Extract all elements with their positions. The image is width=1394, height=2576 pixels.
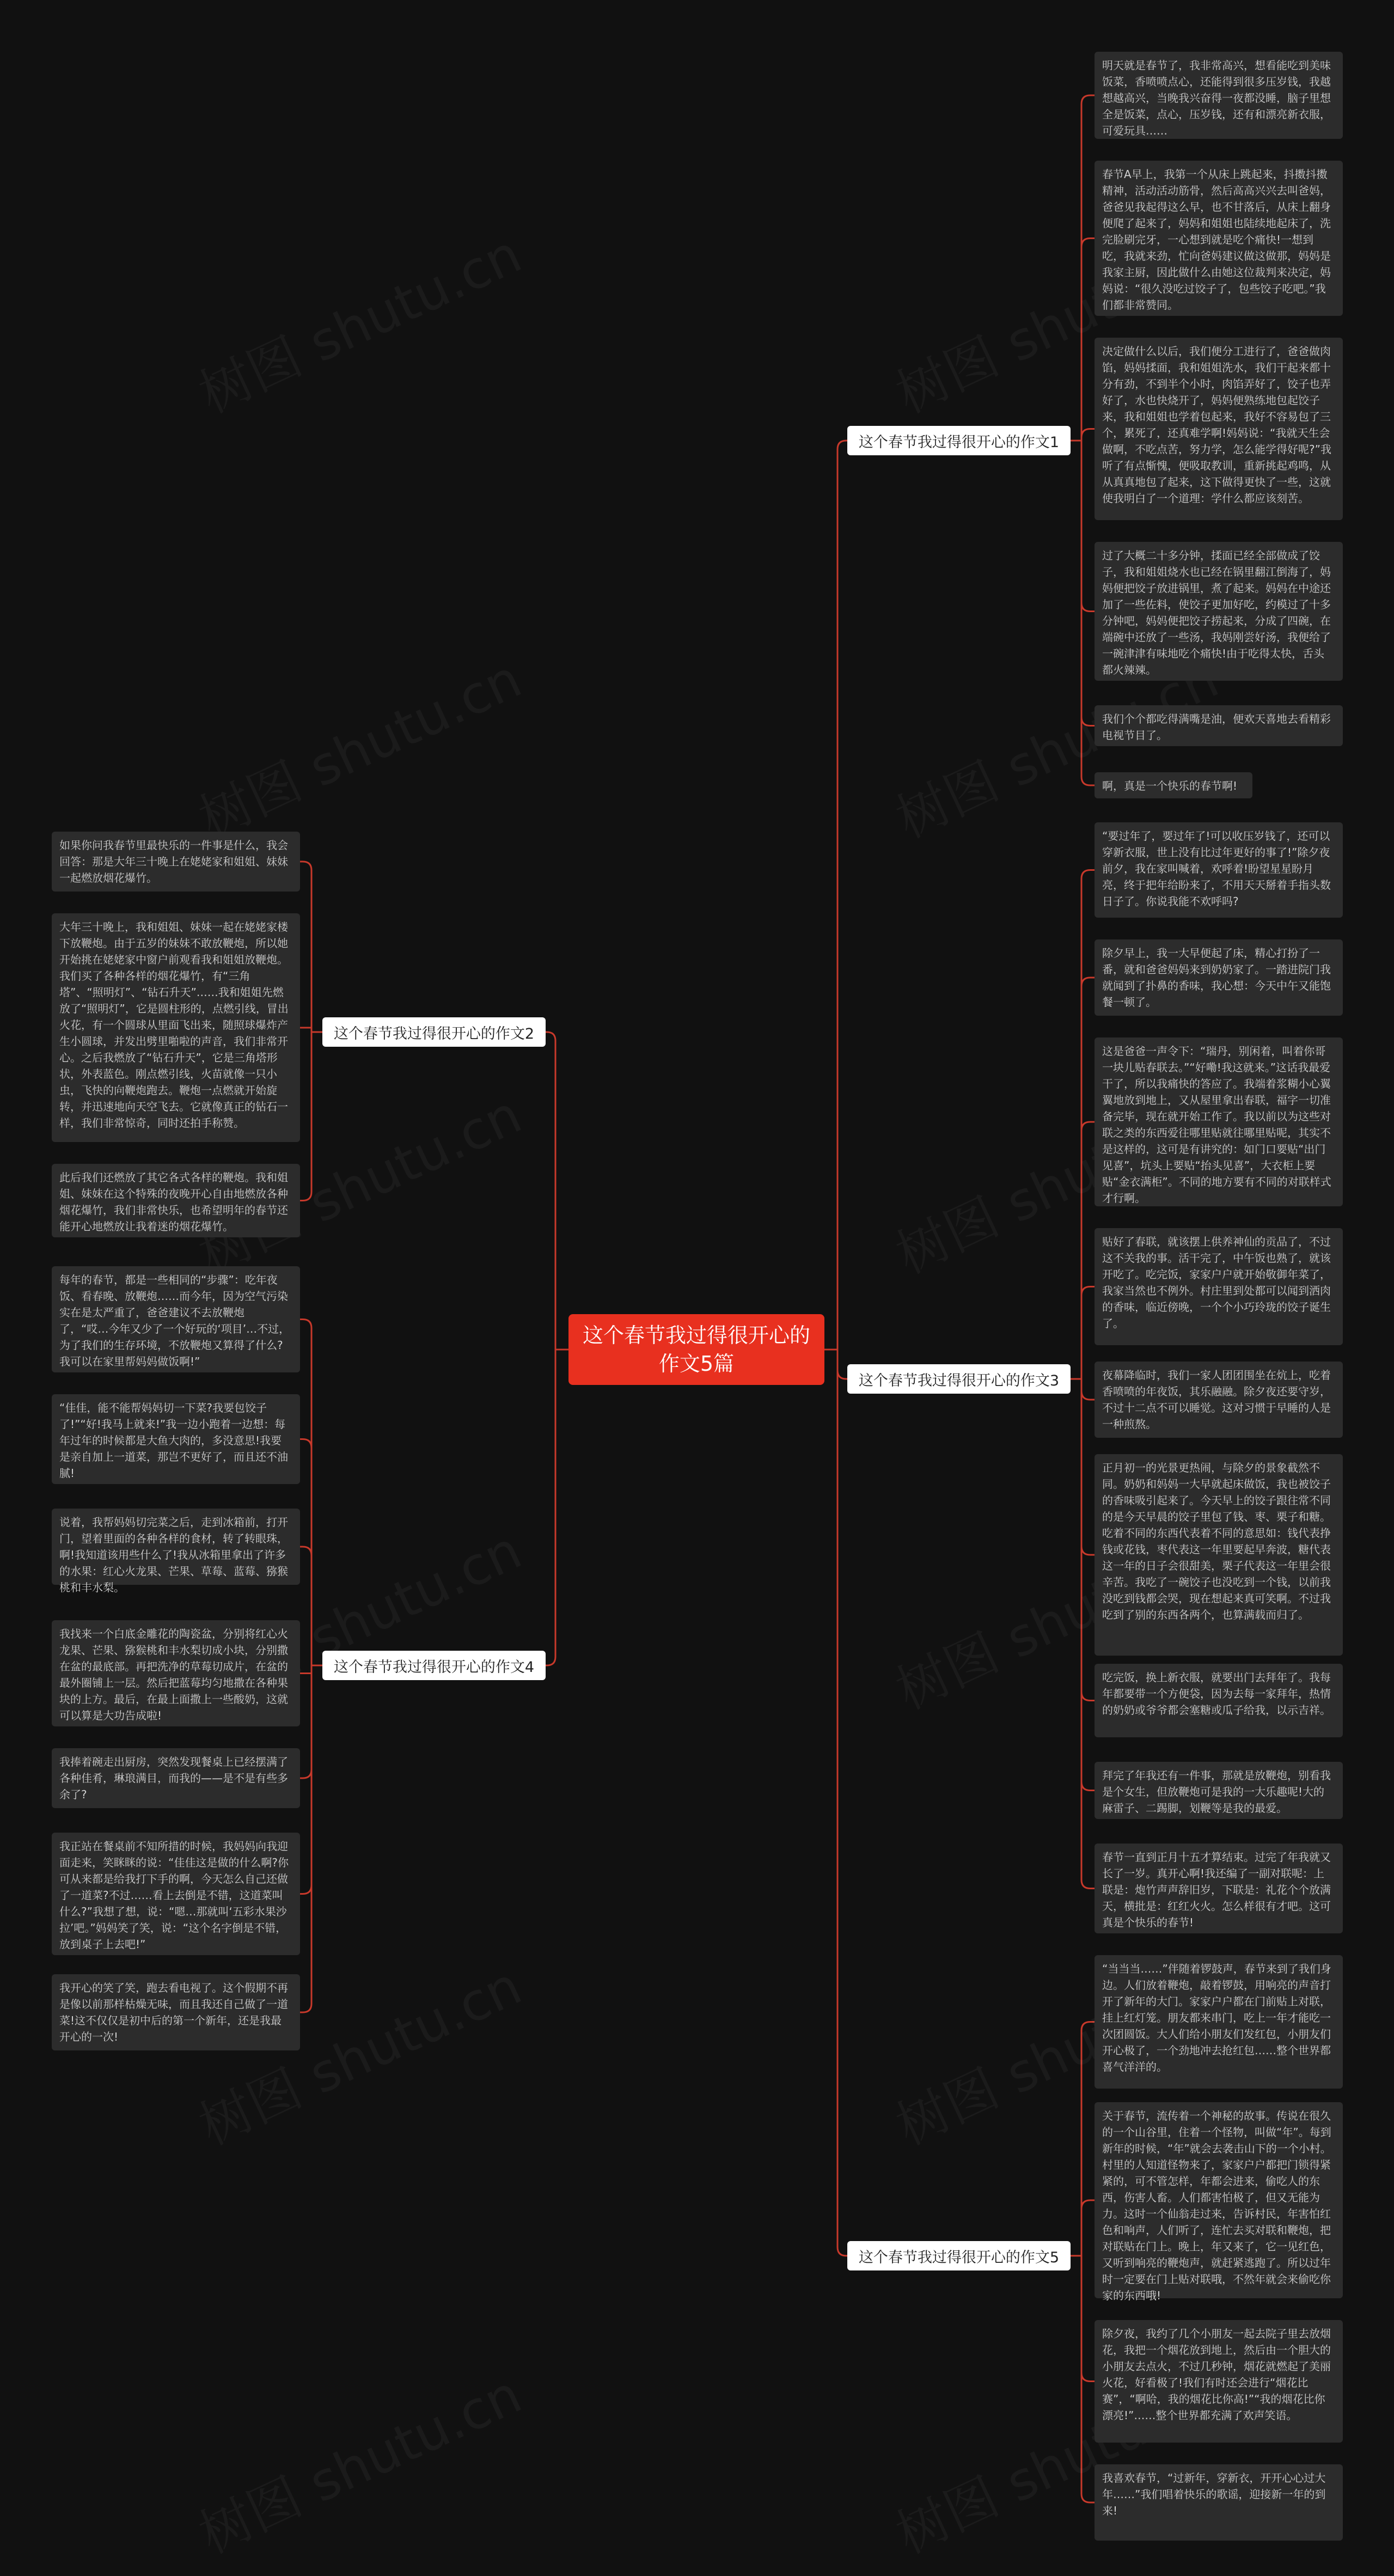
branch-label: 这个春节我过得很开心的作文2 xyxy=(333,1025,535,1042)
branch-label: 这个春节我过得很开心的作文5 xyxy=(858,2249,1060,2266)
branch-label: 这个春节我过得很开心的作文1 xyxy=(858,434,1060,451)
branch-essay-5[interactable] xyxy=(847,2241,1071,2270)
leaf-paragraph: 决定做什么以后，我们便分工进行了，爸爸做肉馅，妈妈揉面，我和姐姐洗水，我们干起来都十分有劲，不到半个小时，肉馅弄好了，饺子也弄好了，水也快烧开了，妈妈便熟练地包起饺子来，我和姐姐也学着包起来，我好不容易包了三个，累死了，还真难学啊!妈妈说：“我就天生会做啊，不吃点苦，努力学，怎么能学得好呢?”我听了有点惭愧，便吸取教训，重新挑起鸡鸣，从从真真地包了起来，这下做得更快了一些，这就使我明白了一个道理：学什么都应该刻苦。 xyxy=(1095,338,1343,520)
leaf-link xyxy=(300,862,322,1032)
root-link xyxy=(824,1350,847,1379)
leaf-paragraph: 啊，真是一个快乐的春节啊! xyxy=(1095,772,1252,798)
leaf-paragraph: 我开心的笑了笑，跑去看电视了。这个假期不再是像以前那样枯燥无味，而且我还自己做了一道菜!这不仅仅是初中后的第一个新年，还是我最开心的一次! xyxy=(52,1974,300,2050)
leaf-paragraph: 每年的春节，都是一些相同的“步骤”：吃年夜饭、看春晚、放鞭炮……而今年，因为空气污染实在是太严重了，爸爸建议不去放鞭炮了，“哎…今年又少了一个好玩的‘项目’…不过，为了我们的生存环境，不放鞭炮又算得了什么?我可以在家里帮妈妈做饭啊!” xyxy=(52,1266,300,1372)
leaf-link xyxy=(1071,978,1095,1379)
leaf-paragraph: 明天就是春节了，我非常高兴，想看能吃到美味饭菜，香喷喷点心，还能得到很多压岁钱，我越想越高兴，当晚我兴奋得一夜都没睡，脑子里想全是饭菜，点心，压岁钱，还有和漂亮新衣服，可爱玩具…… xyxy=(1095,52,1343,139)
leaf-paragraph: 拜完了年我还有一件事，那就是放鞭炮，别看我是个女生，但放鞭炮可是我的一大乐趣呢!大的麻雷子、二踢脚，划鞭等是我的最爱。 xyxy=(1095,1762,1343,1819)
leaf-link xyxy=(1071,441,1095,726)
branch-label: 这个春节我过得很开心的作文3 xyxy=(858,1372,1060,1389)
root-topic[interactable] xyxy=(568,1314,824,1385)
root-link xyxy=(824,1350,847,2256)
leaf-paragraph: 过了大概二十多分钟，揉面已经全部做成了饺子，我和姐姐烧水也已经在锅里翻江倒海了，妈妈便把饺子放进锅里，煮了起来。妈妈在中途还加了一些佐料，使饺子更加好吃，约模过了十多分钟吧，妈妈便把饺子捞起来，分成了四碗，在端碗中还放了一些汤，我妈刚尝好汤，我便给了一碗津津有味地吃个痛快!由于吃得太快，舌头都火辣辣。 xyxy=(1095,542,1343,681)
leaf-paragraph: “当当当……”伴随着锣鼓声，春节来到了我们身边。人们放着鞭炮，敲着锣鼓，用响亮的声音打开了新年的大门。家家户户都在门前贴上对联，挂上红灯笼。朋友都来串门，吃上一年才能吃一次团圆饭。大人们给小朋友们发红包，小朋友们开心极了，一个劲地冲去抢红包……整个世界都喜气洋洋的。 xyxy=(1095,1955,1343,2089)
leaf-link xyxy=(1071,2022,1095,2256)
leaf-paragraph: 这是爸爸一声令下：“瑞丹，别闲着，叫着你哥一块儿贴春联去。”“好嘞!我这就来。”这话我最爱干了，所以我痛快的答应了。我端着浆糊小心翼翼地放到地上，又从屋里拿出春联，福字一切准备完毕，现在就开始工作了。我以前以为这些对联之类的东西爱往哪里贴就往哪里贴呢，其实不是这样的，这可是有讲究的：如门口要贴“出门见喜”，坑头上要贴“抬头见喜”，大衣柜上要贴“金衣满柜”。不同的地方要有不同的对联样式才行啊。 xyxy=(1095,1037,1343,1206)
leaf-paragraph: 如果你问我春节里最快乐的一件事是什么，我会回答：那是大年三十晚上在姥姥家和姐姐、妹妹一起燃放烟花爆竹。 xyxy=(52,832,300,892)
leaf-link xyxy=(1071,1379,1095,1555)
leaf-paragraph: 除夕夜，我约了几个小朋友一起去院子里去放烟花，我把一个烟花放到地上，然后由一个胆大的小朋友去点火，不过几秒钟，烟花就燃起了美丽火花，好看极了!我们有时还会进行“烟花比赛”，“啊哈，我的烟花比你高!”“我的烟花比你漂亮!”……整个世界都充满了欢声笑语。 xyxy=(1095,2320,1343,2443)
leaf-paragraph: 吃完饭，换上新衣服，就要出门去拜年了。我每年都要带一个方便袋，因为去每一家拜年，热情的奶奶或爷爷都会塞糖或瓜子给我，以示吉祥。 xyxy=(1095,1664,1343,1737)
leaf-paragraph: 此后我们还燃放了其它各式各样的鞭炮。我和姐姐、妹妹在这个特殊的夜晚开心自由地燃放各种烟花爆竹，我们非常快乐，也希望明年的春节还能开心地燃放让我着迷的烟花爆竹。 xyxy=(52,1164,300,1237)
leaf-paragraph: 春节一直到正月十五才算结束。过完了年我就又长了一岁。真开心啊!我还编了一副对联呢：上联是：炮竹声声辞旧岁，下联是：礼花个个放满天，横批是：红红火火。怎么样很有才吧。这可真是个快乐的春节! xyxy=(1095,1844,1343,1933)
leaf-paragraph: 除夕早上，我一大早便起了床，精心打扮了一番，就和爸爸妈妈来到奶奶家了。一踏进院门我就闻到了扑鼻的香味，我心想：今天中午又能饱餐一顿了。 xyxy=(1095,939,1343,1016)
leaf-paragraph: 正月初一的光景更热闹，与除夕的景象截然不同。奶奶和妈妈一大早就起床做饭，我也被饺子的香味吸引起来了。今天早上的饺子跟往常不同的是今天早晨的饺子里包了钱、枣、栗子和糖。吃着不同的东西代表着不同的意思如：钱代表挣钱或花钱，枣代表这一年里要起早奔波，糖代表这一年的日子会很甜美，栗子代表这一年里会很辛苦。我吃了一碗饺子也没吃到一个钱，以前我没吃到钱都会哭，现在想起来真可笑啊。不过我吃到了别的东西各两个，也算满载而归了。 xyxy=(1095,1454,1343,1656)
leaf-link xyxy=(1071,239,1095,441)
leaf-link xyxy=(1071,441,1095,785)
leaf-paragraph: 我正站在餐桌前不知所措的时候，我妈妈向我迎面走来，笑眯眯的说：“佳佳这是做的什么啊?你可从来都是给我打下手的啊，今天怎么自己还做了一道菜?不过……看上去倒是不错，这道菜叫什么?”我想了想，说：“嗯…那就叫‘五彩水果沙拉’吧。”妈妈笑了笑，说：“这个名字倒是不错，放到桌子上去吧!” xyxy=(52,1833,300,1955)
leaf-link xyxy=(300,1665,322,2012)
leaf-paragraph: 我喜欢春节，“过新年，穿新衣，开开心心过大年……”我们唱着快乐的歌谣，迎接新一年的到来! xyxy=(1095,2464,1343,2541)
leaf-link xyxy=(1071,1287,1095,1379)
leaf-paragraph: 我捧着碗走出厨房，突然发现餐桌上已经摆满了各种佳肴，琳琅满目，而我的——是不是有些多余了? xyxy=(52,1748,300,1808)
leaf-link xyxy=(1071,429,1095,441)
leaf-paragraph: 关于春节，流传着一个神秘的故事。传说在很久的一个山谷里，住着一个怪物，叫做“年”。每到新年的时候，“年”就会去袭击山下的一个小村。村里的人知道怪物来了，家家户户都把门锁得紧紧的，可不管怎样，年都会进来，偷吃人的东西，伤害人畜。人们都害怕极了，但又无能为力。这时一个仙翁走过来，告诉村民，年害怕红色和响声，人们听了，连忙去买对联和鞭炮，把对联贴在门上。晚上，年又来了，它一见红色，又听到响亮的鞭炮声，就赶紧逃跑了。所以过年时一定要在门上贴对联哦，不然年就会来偷吃你家的东西哦! xyxy=(1095,2102,1343,2298)
leaf-link xyxy=(1071,1122,1095,1379)
branch-essay-1[interactable] xyxy=(847,426,1071,455)
root-link xyxy=(546,1350,568,1665)
leaf-link xyxy=(1071,1379,1095,1791)
leaf-link xyxy=(1071,2256,1095,2382)
leaf-link xyxy=(300,1032,322,1201)
leaf-link xyxy=(1071,1379,1095,1701)
leaf-paragraph: “要过年了，要过年了!可以收压岁钱了，还可以穿新衣服，世上没有比过年更好的事了!”除夕夜前夕，我在家叫喊着，欢呼着!盼望星星盼月亮，终于把年给盼来了，不用天天掰着手指头数日子了。你说我能不欢呼吗? xyxy=(1095,822,1343,918)
leaf-paragraph: “佳佳，能不能帮妈妈切一下菜?我要包饺子了!”“好!我马上就来!”我一边小跑着一边想：每年过年的时候都是大鱼大肉的，多没意思!我要是亲自加上一道菜，那岂不更好了，而且还不油腻! xyxy=(52,1394,300,1484)
leaf-link xyxy=(1071,2200,1095,2256)
branch-essay-2[interactable] xyxy=(322,1017,546,1047)
leaf-link xyxy=(1071,95,1095,441)
leaf-paragraph: 我们个个都吃得满嘴是油，便欢天喜地去看精彩电视节目了。 xyxy=(1095,705,1343,746)
leaf-paragraph: 春节A早上，我第一个从床上跳起来，抖擞抖擞精神，活动活动筋骨，然后高高兴兴去叫爸妈，爸爸见我起得这么早，也不甘落后，从床上翻身便爬了起来了，妈妈和姐姐也陆续地起床了，洗完脸刷完牙，一心想到就是吃个痛快!一想到吃，我就来劲，忙向爸妈建议做这做那，妈妈是我家主厨，因此做什么由她这位裁判来决定，妈妈说：“很久没吃过饺子了，包些饺子吃吧。”我们都非常赞同。 xyxy=(1095,161,1343,316)
leaf-link xyxy=(1071,1379,1095,1400)
leaf-paragraph: 我找来一个白底金雕花的陶瓷盆，分别将红心火龙果、芒果、猕猴桃和丰水梨切成小块，分别撒在盆的最底部。再把洗净的草莓切成片，在盆的最外圈铺上一层。然后把蓝莓均匀地撒在各种果块的上方。最后，在最上面撒上一些酸奶，这就可以算是大功告成啦! xyxy=(52,1620,300,1726)
leaf-link xyxy=(300,1547,322,1665)
leaf-paragraph: 大年三十晚上，我和姐姐、妹妹一起在姥姥家楼下放鞭炮。由于五岁的妹妹不敢放鞭炮，所以她开始挑在姥姥家中窗户前观看我和姐姐放鞭炮。我们买了各种各样的烟花爆竹，有“三角塔”、“照明灯”、“钻石升天”……我和姐姐先燃放了“照明灯”，它是圆柱形的，点燃引线，冒出火花，有一个圆球从里面飞出来，随照球爆炸产生小圆球，并发出劈里啪啦的声音，我们非常开心。之后我燃放了“钻石升天”，它是三角塔形状，外表蓝色。刚点燃引线，火苗就像一只小虫，飞快的向鞭炮跑去。鞭炮一点燃就开始旋转，并迅速地向天空飞去。它就像真正的钻石一样，我们非常惊奇，同时还拍手称赞。 xyxy=(52,913,300,1142)
branch-essay-3[interactable] xyxy=(847,1364,1071,1394)
branch-label: 这个春节我过得很开心的作文4 xyxy=(333,1658,535,1676)
leaf-link xyxy=(1071,441,1095,612)
leaf-paragraph: 夜幕降临时，我们一家人团团围坐在炕上，吃着香喷喷的年夜饭，其乐融融。除夕夜还要守岁，不过十二点不可以睡觉。这对习惯于早睡的人是一种煎熬。 xyxy=(1095,1362,1343,1438)
root-link xyxy=(824,441,847,1350)
leaf-paragraph: 说着，我帮妈妈切完菜之后，走到冰箱前，打开门，望着里面的各种各样的食材，转了转眼珠，啊!我知道该用些什么了!我从冰箱里拿出了许多的水果：红心火龙果、芒果、草莓、蓝莓、猕猴桃和丰水梨。 xyxy=(52,1509,300,1585)
root-title: 这个春节我过得很开心的作文5篇 xyxy=(582,1323,810,1376)
branch-essay-4[interactable] xyxy=(322,1651,546,1680)
leaf-paragraph: 贴好了春联，就该摆上供养神仙的贡品了，不过这不关我的事。活干完了，中午饭也熟了，就该开吃了。吃完饭，家家户户就开始敬御年菜了，我家当然也不例外。村庄里到处都可以闻到洒肉的香味，临近傍晚，一个个小巧玲珑的饺子诞生了。 xyxy=(1095,1228,1343,1345)
root-link xyxy=(546,1032,568,1350)
leaf-link xyxy=(1071,1379,1095,1889)
